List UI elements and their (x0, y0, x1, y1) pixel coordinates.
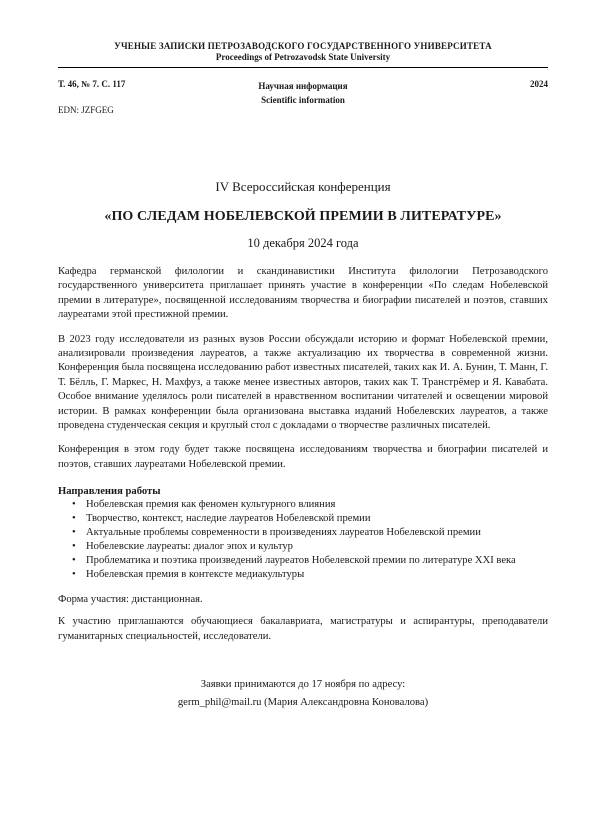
participation-format: Форма участия: дистанционная. (58, 594, 203, 606)
section-title-ru: Научная информация (258, 81, 348, 91)
journal-title-ru: УЧЕНЫЕ ЗАПИСКИ ПЕТРОЗАВОДСКОГО ГОСУДАРСТВЕННОГО УНИВЕРСИТЕТА (114, 41, 492, 51)
list-item (72, 540, 548, 554)
section-title-en: Scientific information (261, 95, 345, 105)
direction-text: Проблематика и поэтика произведений лауреатов Нобелевской премии по литературе XXI века (86, 555, 516, 567)
conference-label: IV Всероссийская конференция (215, 179, 391, 194)
direction-text: Нобелевская премия в контексте медиакультуры (86, 569, 305, 581)
direction-text: Нобелевские лауреаты: диалог эпох и культур (86, 541, 293, 553)
journal-title-en: Proceedings of Petrozavodsk State University (215, 52, 391, 62)
issue-year: 2024 (530, 79, 548, 89)
list-item (72, 568, 548, 582)
topic-paragraph: Конференция в этом году будет также посвящена исследованиям творчества и биографии писателей и поэтов, ставших лауреатами Нобелевской премии. (58, 444, 548, 470)
conference-title: «ПО СЛЕДАМ НОБЕЛЕВСКОЙ ПРЕМИИ В ЛИТЕРАТУРЕ» (104, 209, 502, 224)
contact-block (58, 676, 548, 712)
edn-code: EDN: JZFGEG (58, 105, 114, 115)
list-item (72, 498, 548, 512)
direction-text: Творчество, контекст, наследие лауреатов Нобелевской премии (86, 513, 371, 525)
directions-list (72, 498, 548, 582)
contact-email[interactable]: germ_phil@mail.ru (177, 697, 262, 709)
deadline-text: Заявки принимаются до 17 ноября по адресу: (200, 679, 406, 691)
intro-paragraph: Кафедра германской филологии и скандинавистики Института филологии Петрозаводского государственного университета приглашает принять участие в конференции «По следам Нобелевской премии в литературе», посвященной исследованиям творчества и биографии писателей и поэтов, ставших лауреатами этой престижной премии. (58, 266, 548, 321)
list-item (72, 512, 548, 526)
section-heading (58, 79, 548, 107)
document-page (58, 0, 548, 712)
conference-date: 10 декабря 2024 года (247, 236, 359, 250)
bullet-icon: • (72, 541, 76, 553)
list-item (72, 526, 548, 540)
direction-text: Нобелевская премия как феномен культурного влияния (86, 499, 336, 511)
issue-number: Т. 46, № 7. С. 117 (58, 79, 126, 89)
header-divider (58, 67, 548, 68)
list-item (72, 554, 548, 568)
bullet-icon: • (72, 569, 76, 581)
journal-masthead (58, 41, 548, 63)
bullet-icon: • (72, 555, 76, 567)
invitation-paragraph: К участию приглашаются обучающиеся бакалавриата, магистратуры и аспирантуры, преподаватели гуманитарных специальностей, исследователи. (58, 616, 548, 642)
contact-line (58, 694, 548, 712)
issue-info-row (58, 79, 548, 105)
direction-text: Актуальные проблемы современности в произведениях лауреатов Нобелевской премии (86, 527, 481, 539)
history-paragraph: В 2023 году исследователи из разных вузов России обсуждали историю и формат Нобелевской премии, анализировали произведения лауреатов, а также актуализацию их творчества в современной жизни. Конференция была посвящена исследованию работ известных писателей, таких как И. А. Бунин, Т. Манн, Г. Т. Бёлль, Г. Маркес, Н. Махфуз, а также менее известных авторов, таких как Т. Транстрёмер и Я. Кавабата. Особое внимание уделялось роли писателей в нравственном воспитании читателей и освещении мировой истории. В рамках конференции была организована выставка изданий Нобелевских лауреатов, а также проведена студенческая секция и круглый стол с докладами о творчестве различных писателей. (58, 333, 548, 432)
bullet-icon: • (72, 513, 76, 525)
directions-heading: Направления работы (58, 486, 161, 498)
contact-person: (Мария Александровна Коновалова) (264, 697, 429, 709)
bullet-icon: • (72, 527, 76, 539)
bullet-icon: • (72, 499, 76, 511)
